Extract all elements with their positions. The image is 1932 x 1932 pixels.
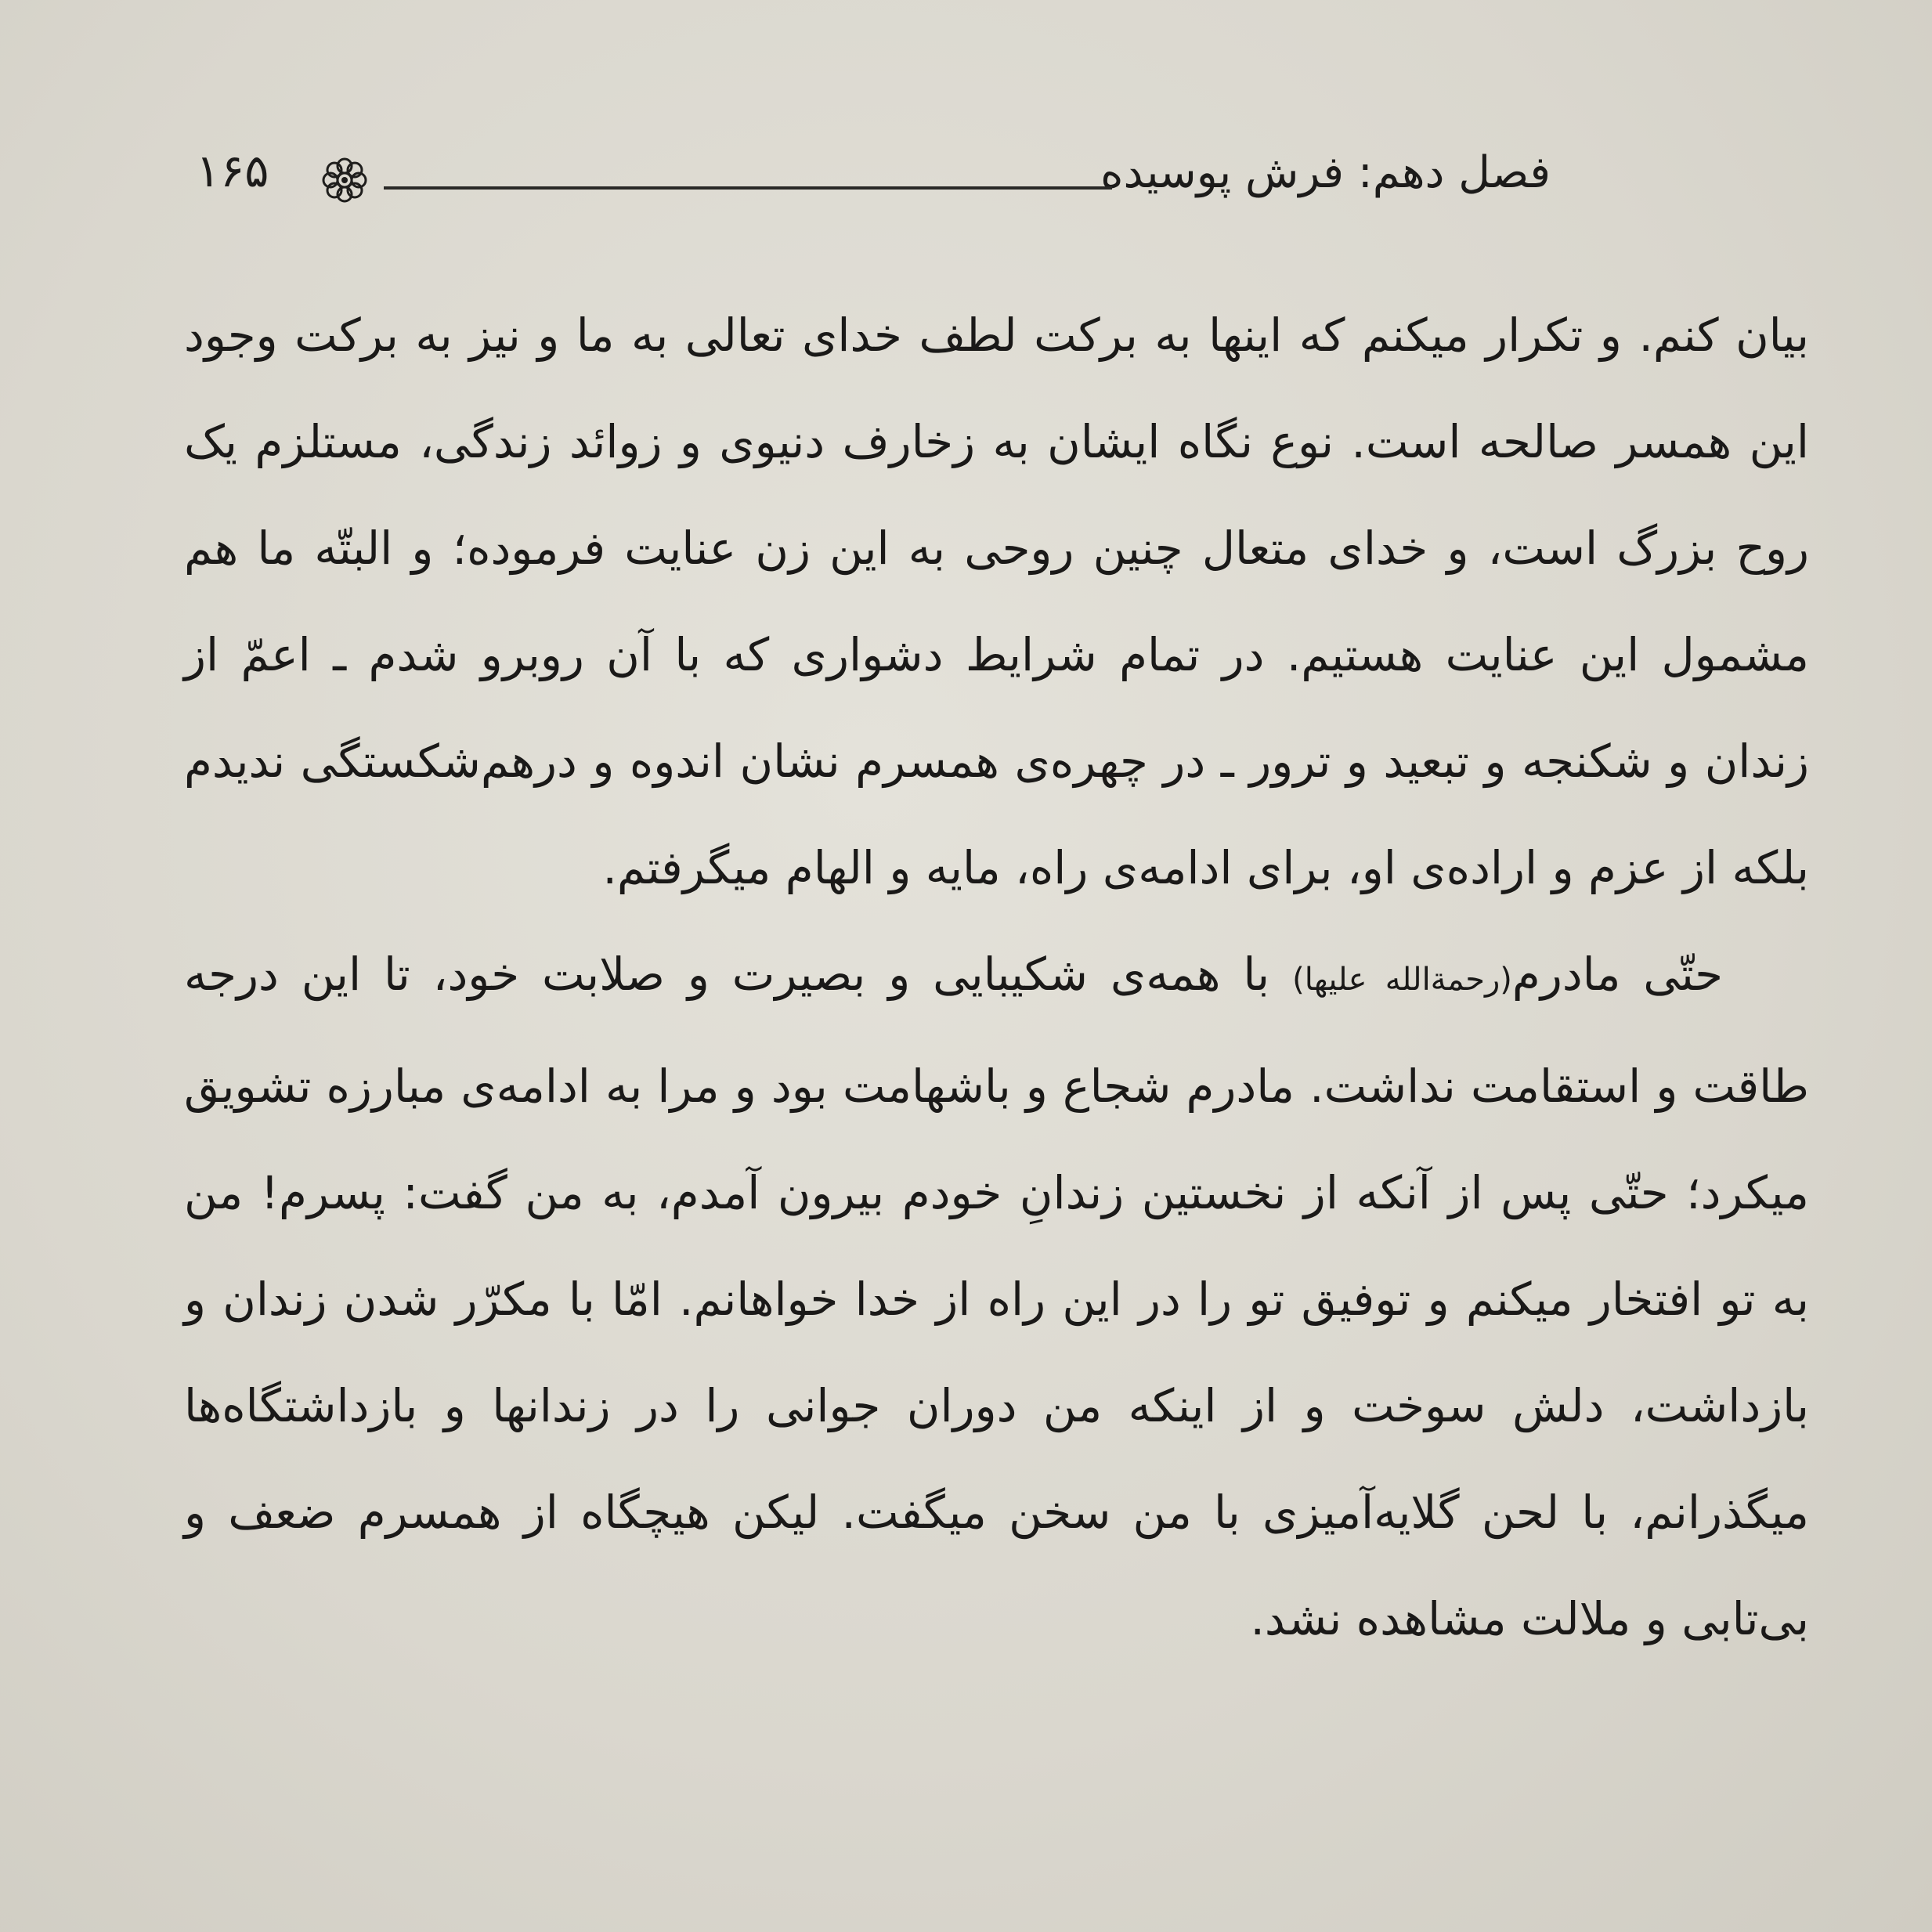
page-number: ۱۶۵ <box>196 144 269 197</box>
paragraph-1: بیان کنم. و تکرار میکنم که اینها به برکت لطف خدای تعالی به ما و نیز به برکت وجود این همسر صالحه است. نوع نگاه ایشان به زخارف دنیوی و زوائد زندگی، مستلزم یک روح بزرگ است، و خدای متعال چنین روحی به این زن عنایت فرموده؛ و البتّه ما هم مشمول این عنایت هستیم. در تمام شرایط دشواری که با آن روبرو شدم ـ اعمّ از زندان و شکنجه و تبعید و ترور ـ در چهره‌ی همسرم نشان اندوه و درهم‌شکستگی ندیدم بلکه از عزم و اراده‌ی او، برای ادامه‌ی راه، مایه و الهام میگرفتم. <box>184 309 1809 894</box>
paragraph-2-start: حتّی مادرم <box>1511 948 1723 1001</box>
chapter-title: فصل دهم: فرش پوسیده <box>1100 147 1551 198</box>
body-text <box>184 282 1809 1672</box>
paragraph-2-rest: با همه‌ی شکیبایی و بصیرت و صلابت خود، تا این درجه طاقت و استقامت نداشت. مادرم شجاع و باشهامت بود و مرا به ادامه‌ی مبارزه تشویق میکرد؛ حتّی پس از آنکه از نخستین زندانِ خودم بیرون آمدم، به من گفت: پسرم! من به تو افتخار میکنم و توفیق تو را در این راه از خدا خواهانم. امّا با مکرّر شدن زندان و بازداشت، دلش سوخت و از اینکه من دوران جوانی را در زندانها و بازداشتگاه‌ها میگذرانم، با لحن گلایه‌آمیزی با من سخن میگفت. لیکن هیچگاه از همسرم ضعف و بی‌تابی و ملالت مشاهده نشد. <box>184 948 1809 1645</box>
flower-ornament-icon <box>313 149 376 211</box>
honorific-note: (رحمة‌الله علیها) <box>1292 962 1512 998</box>
header-rule <box>384 186 1112 190</box>
running-header <box>196 133 1551 227</box>
paragraph-2 <box>184 921 1809 1672</box>
